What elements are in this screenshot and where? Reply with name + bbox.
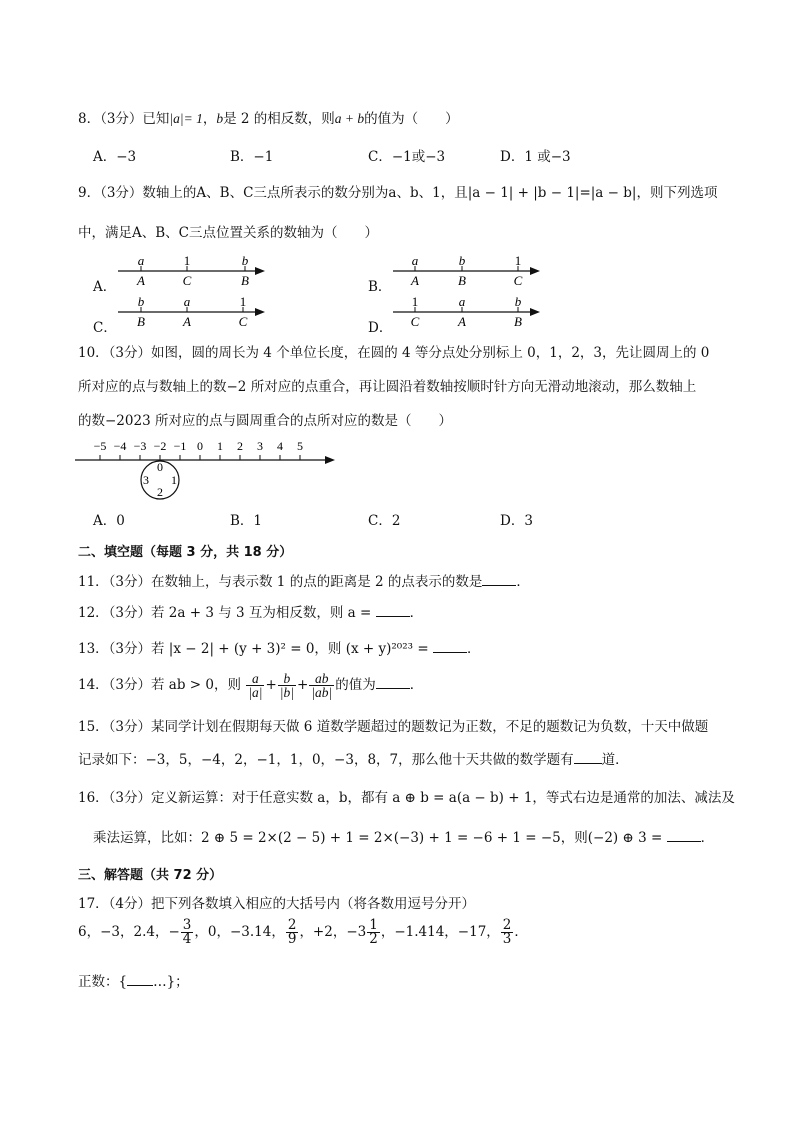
q12-blank[interactable] bbox=[376, 604, 410, 617]
section-3-title: 三、解答题（共 72 分） bbox=[78, 868, 223, 883]
q10-option-b[interactable]: B．1 bbox=[230, 513, 263, 529]
q13-end: ． bbox=[466, 641, 481, 657]
q10-figure bbox=[70, 435, 340, 500]
q9d-bot-3: B bbox=[514, 314, 522, 329]
q10-line1: 10．（3分）如图，圆的周长为 4 个单位长度，在圆的 4 等分点处分别标上 0，1，2，3，先让圆周上的 0 bbox=[78, 345, 710, 361]
q9-axis-a bbox=[115, 253, 270, 289]
q9b-bot-1: A bbox=[411, 273, 419, 288]
q17-nums-a: 6，−3，2.4，− bbox=[78, 924, 180, 940]
q8-option-d[interactable]: D．1 或−3 bbox=[500, 149, 571, 165]
q15-line2 bbox=[78, 748, 629, 768]
q9d-top-3: b bbox=[514, 294, 522, 309]
q8-b: b bbox=[216, 111, 224, 126]
q10-option-a[interactable]: A．0 bbox=[93, 513, 125, 529]
q9-label-a[interactable]: A． bbox=[93, 279, 117, 295]
q8-stem-b: ， bbox=[202, 111, 217, 127]
q9d-top-2: a bbox=[458, 294, 466, 309]
q9a-bot-1: A bbox=[137, 273, 145, 288]
q9c-top-3: 1 bbox=[239, 294, 247, 309]
q9c-top-1: b bbox=[137, 294, 145, 309]
q8-abs-a: |a|= 1 bbox=[169, 111, 203, 126]
q9c-bot-3: C bbox=[238, 314, 248, 329]
q14-frac-1 bbox=[246, 672, 264, 699]
q9a-top-2: 1 bbox=[183, 253, 191, 268]
q17-f3d: 2 bbox=[369, 931, 378, 947]
q14-f2n: b bbox=[278, 672, 296, 686]
q17-numbers bbox=[78, 915, 528, 949]
q8-stem-a: 8．（3分）已知 bbox=[78, 111, 170, 127]
q17-nums-c: ，+2，−3 bbox=[299, 924, 367, 940]
q17-nums-e: ． bbox=[514, 924, 528, 940]
q10-tick-label: −4 bbox=[113, 439, 127, 453]
q8-apb: a + b bbox=[334, 111, 365, 126]
q9-line1: 9．（3分）数轴上的A、B、C三点所表示的数分别为a、b、1，且|a − 1| + |b − 1|=|a − b|，则下列选项 bbox=[78, 185, 718, 201]
q9b-top-3: 1 bbox=[514, 253, 522, 268]
q11-text: 11．（3分）在数轴上，与表示数 1 的点的距离是 2 的点表示的数是 bbox=[78, 574, 483, 590]
q10-tick-label: 5 bbox=[297, 439, 303, 453]
q15-line1: 15．（3分）某同学计划在假期每天做 6 道数学题超过的题数记为正数，不足的题数记为负数，十天中做题 bbox=[78, 719, 709, 735]
q9c-top-2: a bbox=[183, 294, 191, 309]
q17-nums-d: ，−1.414，−17， bbox=[380, 924, 500, 940]
q9a-bot-2: C bbox=[182, 273, 192, 288]
q10-tick-label: −3 bbox=[133, 439, 147, 453]
q12-end: ． bbox=[409, 605, 424, 621]
q17-f4n: 2 bbox=[502, 917, 512, 933]
q14-frac-2 bbox=[278, 672, 296, 699]
q9b-top-1: a bbox=[411, 253, 419, 268]
circle-label-3: 3 bbox=[143, 473, 149, 487]
q17-frac-3 bbox=[367, 919, 380, 946]
q14-f3n: ab bbox=[309, 672, 334, 686]
q9c-bot-2: A bbox=[183, 314, 191, 329]
q17-f3n: 1 bbox=[369, 917, 378, 933]
q12 bbox=[78, 601, 423, 621]
q10-line3: 的数−2023 所对应的点与圆周重合的点所对应的数是（ ） bbox=[78, 413, 452, 429]
q8-stem-d: 的值为（ ） bbox=[364, 111, 459, 127]
q17-pos-end: …}； bbox=[153, 974, 189, 990]
q10-tick-label: 3 bbox=[257, 439, 263, 453]
q9b-bot-2: B bbox=[458, 273, 466, 288]
q17-frac-4 bbox=[501, 919, 514, 946]
q9c-bot-1: B bbox=[137, 314, 145, 329]
q14-plus-2: + bbox=[296, 677, 309, 693]
section-2-title: 二、填空题（每题 3 分，共 18 分） bbox=[78, 545, 293, 560]
q10-tick-label: −1 bbox=[173, 439, 187, 453]
q14-f3d: |ab| bbox=[311, 685, 333, 700]
q8-option-a[interactable]: A．−3 bbox=[93, 149, 137, 165]
q8-stem bbox=[78, 107, 459, 127]
q9-axis-c bbox=[115, 294, 270, 330]
q16-line2a: 乘法运算，比如：2 ⊕ 5 = 2×(2 − 5) + 1 = 2×(−3) + 1 = −6 + 1 = −5，则(−2) ⊕ 3 = bbox=[93, 830, 663, 846]
q14 bbox=[78, 668, 423, 702]
q17-positive bbox=[78, 970, 189, 990]
q9b-bot-3: C bbox=[513, 273, 523, 288]
q15-blank[interactable] bbox=[574, 751, 602, 764]
q17-f2n: 2 bbox=[287, 917, 297, 933]
q17-f1n: 3 bbox=[182, 917, 192, 933]
q17-frac-2 bbox=[286, 919, 299, 946]
q16-line2 bbox=[93, 826, 714, 846]
q14-end: ． bbox=[409, 677, 424, 693]
circle-label-1: 1 bbox=[171, 473, 177, 487]
q13-blank[interactable] bbox=[433, 640, 467, 653]
q17-frac-1 bbox=[181, 919, 194, 946]
q16-line1: 16．（3分）定义新运算：对于任意实数 a，b，都有 a ⊕ b = a(a − b) + 1，等式右边是通常的加法、减法及 bbox=[78, 790, 735, 806]
q9d-bot-1: C bbox=[410, 314, 420, 329]
q11: 11．（3分）在数轴上，与表示数 1 的点的距离是 2 的点表示的数是 ． bbox=[78, 574, 530, 590]
q14-frac-3 bbox=[309, 672, 334, 699]
q17-f1d: 4 bbox=[182, 931, 192, 947]
q14-plus-1: + bbox=[265, 677, 277, 693]
q14-blank[interactable] bbox=[376, 676, 410, 689]
q9a-top-1: a bbox=[137, 253, 145, 268]
q9-line2: 中，满足A、B、C三点位置关系的数轴为（ ） bbox=[78, 225, 378, 241]
q11-blank[interactable] bbox=[482, 573, 516, 586]
q9-axis-d bbox=[390, 294, 545, 330]
q15-line2a: 记录如下：−3，5，−4，2，−1，1，0，−3，8，7，那么他十天共做的数学题有 bbox=[78, 752, 574, 768]
q9-label-b[interactable]: B． bbox=[368, 279, 392, 295]
q14-text: 14．（3分）若 ab > 0，则 bbox=[78, 677, 241, 693]
q14-f1n: a bbox=[246, 672, 264, 686]
q10-tick-label: −5 bbox=[93, 439, 107, 453]
q10-tick-label: 1 bbox=[217, 439, 223, 453]
q10-line2: 所对应的点与数轴上的数−2 所对应的点重合，再让圆沿着数轴按顺时针方向无滑动地滚动，那么数轴上 bbox=[78, 379, 697, 395]
circle-label-0: 0 bbox=[157, 460, 163, 474]
q10-tick-label: 2 bbox=[237, 439, 243, 453]
q10-option-d[interactable]: D．3 bbox=[500, 513, 533, 529]
q14-f1d: |a| bbox=[248, 685, 263, 700]
q14-f2d: |b| bbox=[279, 685, 294, 700]
q8-option-c[interactable]: C．−1或−3 bbox=[368, 149, 446, 165]
q16-line2b: ． bbox=[700, 830, 715, 846]
q13-text: 13．（3分）若 |x − 2| + (y + 3)² = 0，则 (x + y)²⁰²³ = bbox=[78, 641, 429, 657]
q10-tick-label: 0 bbox=[197, 439, 203, 453]
q9-label-c[interactable]: C． bbox=[93, 320, 117, 336]
q17-f2d: 9 bbox=[287, 931, 297, 947]
q8-stem-c: 是 2 的相反数，则 bbox=[223, 111, 335, 127]
q10-option-c[interactable]: C．2 bbox=[368, 513, 401, 529]
q17-f4d: 3 bbox=[502, 931, 512, 947]
q14-text-b: 的值为 bbox=[335, 677, 376, 693]
q10-tick-label: −2 bbox=[153, 439, 167, 453]
q9a-top-3: b bbox=[241, 253, 249, 268]
q9d-bot-2: A bbox=[458, 314, 466, 329]
circle-label-2: 2 bbox=[157, 485, 163, 499]
q9d-top-1: 1 bbox=[411, 294, 419, 309]
q8-option-b[interactable]: B．−1 bbox=[230, 149, 274, 165]
q9b-top-2: b bbox=[458, 253, 466, 268]
q9-label-d[interactable]: D． bbox=[368, 320, 393, 336]
q9a-bot-3: B bbox=[241, 273, 249, 288]
q16-blank[interactable] bbox=[667, 829, 701, 842]
q17-pos-blank[interactable] bbox=[127, 973, 153, 986]
q17-line1: 17．（4分）把下列各数填入相应的大括号内（将各数用逗号分开） bbox=[78, 896, 476, 912]
q17-pos-label: 正数：{ bbox=[78, 974, 128, 990]
q13 bbox=[78, 637, 480, 657]
q12-text: 12．（3分）若 2a + 3 与 3 互为相反数，则 a = bbox=[78, 605, 372, 621]
q17-nums-b: ，0，−3.14， bbox=[194, 924, 285, 940]
q15-line2b: 道． bbox=[601, 752, 629, 768]
q10-tick-label: 4 bbox=[277, 439, 283, 453]
q9-axis-b bbox=[390, 253, 545, 289]
